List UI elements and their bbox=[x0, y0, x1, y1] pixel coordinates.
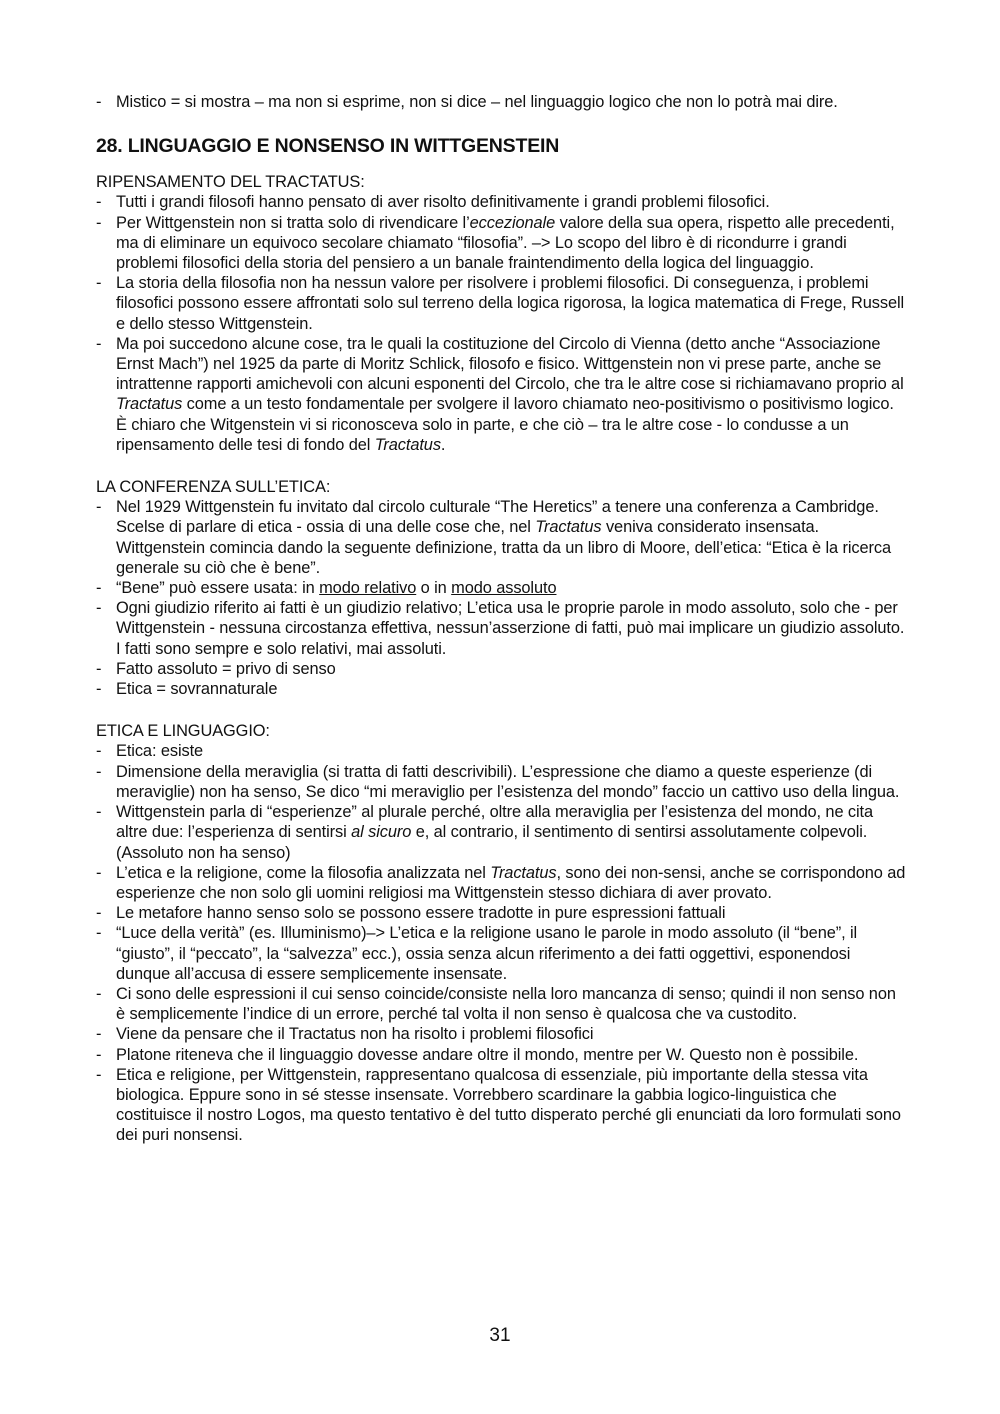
bullet-item bbox=[96, 213, 908, 274]
bullet-dash: - bbox=[96, 213, 102, 232]
bullet-item bbox=[96, 903, 908, 923]
bullet-item bbox=[96, 578, 908, 598]
bullet-text bbox=[116, 763, 899, 801]
text-run: veniva considerato insensata. Wittgenstein comincia dando la seguente definizione, tratta da un libro di Moore, dell’etica: “Etica è la ricerca generale su ciò che è bene”. bbox=[116, 518, 891, 577]
bullet-dash: - bbox=[96, 579, 102, 598]
text-run: . bbox=[440, 435, 446, 454]
text-run: Platone riteneva che il linguaggio dovesse andare oltre il mondo, mentre per W. Questo non è possibile. bbox=[116, 1045, 859, 1064]
bullet-dash: - bbox=[96, 984, 102, 1003]
bullet-item bbox=[96, 1024, 908, 1044]
document-page bbox=[96, 92, 908, 1146]
bullet-dash: - bbox=[96, 659, 102, 678]
bullet-item bbox=[96, 1065, 908, 1146]
bullet-text bbox=[116, 864, 905, 902]
text-run: e, al contrario, il sentimento di sentirsi assolutamente colpevoli. (Assoluto non ha senso) bbox=[116, 823, 868, 862]
bullet-text bbox=[116, 660, 336, 678]
bullet-item bbox=[96, 741, 908, 761]
italic-text: Tractatus bbox=[116, 395, 183, 414]
underlined-text: modo relativo bbox=[319, 579, 417, 598]
bullet-item bbox=[96, 497, 908, 578]
bullet-text bbox=[116, 274, 904, 332]
text-run: come a un testo fondamentale per svolgere il lavoro chiamato neo-positivismo o positivismo logico. È chiaro che Witgenstein vi si riconosceva solo in parte, e che ciò – tra le altre cose - lo condusse a un ripensamento delle tesi di fondo del bbox=[116, 395, 894, 454]
bullet-dash: - bbox=[96, 762, 102, 781]
text-run: Dimensione della meraviglia (si tratta di fatti descrivibili). L’espressione che diamo a queste esperienze (di meraviglie) non ha senso, Se dico “mi meraviglio per l’esistenza del mondo” faccio un cattivo uso della lingua. bbox=[116, 762, 900, 801]
bullet-text bbox=[116, 803, 873, 861]
bullet-dash: - bbox=[96, 498, 102, 517]
bullet-item bbox=[96, 334, 908, 455]
text-run: Wittgenstein parla di “esperienze” al plurale perché, oltre alla meraviglia per l’esistenza del mondo, ne cita altre due: l’esperienza di sentirsi bbox=[116, 803, 874, 842]
bullet-text bbox=[116, 985, 896, 1023]
text-run: valore della sua opera, rispetto alle precedenti, ma di eliminare un equivoco secolare chiamato “filosofia”. –> Lo scopo del libro è di ricondurre i grandi problemi filosofici della storia del pensiero a un banale fraintendimento della logica del linguaggio. bbox=[116, 213, 895, 273]
subsection-list bbox=[96, 497, 908, 699]
bullet-dash: - bbox=[96, 680, 102, 699]
bullet-dash: - bbox=[96, 803, 102, 822]
bullet-item bbox=[96, 659, 908, 679]
text-run: o in bbox=[416, 579, 452, 598]
bullet-dash: - bbox=[96, 334, 102, 353]
text-run: “Luce della verità” (es. Illuminismo)–> L’etica e la religione usano le parole in modo assoluto (il “bene”, il “giusto”, il “peccato”, la “salvezza” ecc.), ossia senza alcun riferimento a dei fatti oggettivi, esponendosi dunque all’accusa di essere semplicemente insensate. bbox=[116, 924, 858, 983]
bullet-text bbox=[116, 1025, 593, 1043]
bullet-item bbox=[96, 92, 908, 112]
text-run: Mistico = si mostra – ma non si esprime, non si dice – nel linguaggio logico che non lo potrà mai dire. bbox=[116, 93, 838, 111]
bullet-dash: - bbox=[96, 1065, 102, 1084]
text-run: Le metafore hanno senso solo se possono essere tradotte in pure espressioni fattuali bbox=[116, 904, 726, 923]
bullet-dash: - bbox=[96, 599, 102, 618]
bullet-text bbox=[116, 1046, 858, 1064]
italic-text: Tractatus bbox=[374, 435, 441, 454]
bullet-text bbox=[116, 579, 556, 597]
bullet-text bbox=[116, 214, 895, 272]
text-run: Tutti i grandi filosofi hanno pensato di aver risolto definitivamente i grandi problemi filosofici. bbox=[116, 193, 770, 212]
subsection-list bbox=[96, 192, 908, 455]
bullet-text bbox=[116, 742, 203, 760]
bullet-dash: - bbox=[96, 863, 102, 882]
bullet-text bbox=[116, 680, 277, 698]
bullet-item bbox=[96, 762, 908, 802]
bullet-item bbox=[96, 1045, 908, 1065]
bullet-dash: - bbox=[96, 924, 102, 943]
text-run: Etica = sovrannaturale bbox=[116, 680, 278, 699]
italic-text: Tractatus bbox=[535, 518, 602, 537]
bullet-item bbox=[96, 923, 908, 984]
page-number: 31 bbox=[489, 1325, 511, 1346]
bullet-text bbox=[116, 599, 904, 657]
bullet-item bbox=[96, 802, 908, 863]
text-run: Etica: esiste bbox=[116, 742, 204, 761]
text-run: Nel 1929 Wittgenstein fu invitato dal circolo culturale “The Heretics” a tenere una conferenza a Cambridge. Scelse di parlare di etica - ossia di una delle cose che, nel bbox=[116, 498, 879, 537]
bullet-item bbox=[96, 679, 908, 699]
text-run: , sono dei non-sensi, anche se corrispondono ad esperienze che non solo gli uomini religiosi ma Wittgenstein stesso dichiara di aver provato. bbox=[116, 863, 906, 902]
bullet-dash: - bbox=[96, 904, 102, 923]
text-run: Ma poi succedono alcune cose, tra le quali la costituzione del Circolo di Vienna (detto anche “Associazione Ernst Mach”) nel 1925 da parte di Moritz Schlick, filosofo e fisico. Wittgenstein non vi prese parte, anche se intrattenne rapporti amichevoli con alcuni esponenti del Circolo, che tra le altre cose si richiamavano proprio al bbox=[116, 334, 904, 394]
bullet-item bbox=[96, 984, 908, 1024]
text-run: Ci sono delle espressioni il cui senso coincide/consiste nella loro mancanza di senso; quindi il non senso non è semplicemente l’indice di un errore, perché tal volta il non senso è qualcosa che va custodito. bbox=[116, 984, 896, 1024]
text-run: Etica e religione, per Wittgenstein, rappresentano qualcosa di essenziale, più importante della stessa vita biologica. Eppure sono in sé stesse insensate. Vorrebbero scardinare la gabbia logico-linguistica che costituisce il nostro Logos, ma questo tentativo è del tutto disperato perché gli enunciati da loro formulati sono dei puri nonsensi. bbox=[116, 1065, 901, 1145]
bullet-dash: - bbox=[96, 93, 102, 111]
subsection-list bbox=[96, 741, 908, 1145]
subsection-title: LA CONFERENZA SULL’ETICA: bbox=[96, 478, 331, 497]
sections-container bbox=[96, 172, 908, 1145]
underlined-text: modo assoluto bbox=[451, 579, 557, 598]
intro-list bbox=[96, 92, 908, 112]
text-run: Fatto assoluto = privo di senso bbox=[116, 659, 336, 678]
bullet-dash: - bbox=[96, 1025, 102, 1044]
text-run: Viene da pensare che il Tractatus non ha risolto i problemi filosofici bbox=[116, 1025, 594, 1044]
bullet-text bbox=[116, 904, 725, 922]
italic-text: Tractatus bbox=[490, 863, 557, 882]
bullet-dash: - bbox=[96, 274, 102, 293]
bullet-item bbox=[96, 598, 908, 659]
bullet-text bbox=[116, 193, 770, 211]
bullet-text bbox=[116, 1066, 901, 1145]
text-run: La storia della filosofia non ha nessun valore per risolvere i problemi filosofici. Di conseguenza, i problemi filosofici possono essere affrontati solo sul terreno della logica rigorosa, la logica matematica di Frege, Russell e dello stesso Wittgenstein. bbox=[116, 274, 905, 333]
text-run: “Bene” può essere usata: in bbox=[116, 579, 320, 598]
bullet-text bbox=[116, 335, 904, 454]
subsection-title: RIPENSAMENTO DEL TRACTATUS: bbox=[96, 173, 365, 192]
bullet-text bbox=[116, 924, 857, 982]
bullet-dash: - bbox=[96, 193, 102, 212]
text-run: Per Wittgenstein non si tratta solo di rivendicare l’ bbox=[116, 213, 470, 232]
bullet-text bbox=[116, 93, 838, 111]
bullet-text bbox=[116, 498, 891, 577]
bullet-dash: - bbox=[96, 742, 102, 761]
bullet-item bbox=[96, 192, 908, 212]
bullet-item bbox=[96, 863, 908, 903]
text-run: L’etica e la religione, come la filosofia analizzata nel bbox=[116, 863, 491, 882]
italic-text: eccezionale bbox=[469, 213, 556, 232]
italic-text: al sicuro bbox=[351, 823, 412, 842]
section-heading: 28. LINGUAGGIO E NONSENSO IN WITTGENSTEIN bbox=[96, 135, 560, 158]
bullet-item bbox=[96, 273, 908, 334]
subsection-title: ETICA E LINGUAGGIO: bbox=[96, 722, 270, 741]
text-run: Ogni giudizio riferito ai fatti è un giudizio relativo; L’etica usa le proprie parole in modo assoluto, solo che - per Wittgenstein - nessuna circostanza effettiva, nessun’asserzione di fatti, può mai implicare un giudizio assoluto. I fatti sono sempre e solo relativi, mai assoluti. bbox=[116, 599, 905, 658]
bullet-dash: - bbox=[96, 1045, 102, 1064]
